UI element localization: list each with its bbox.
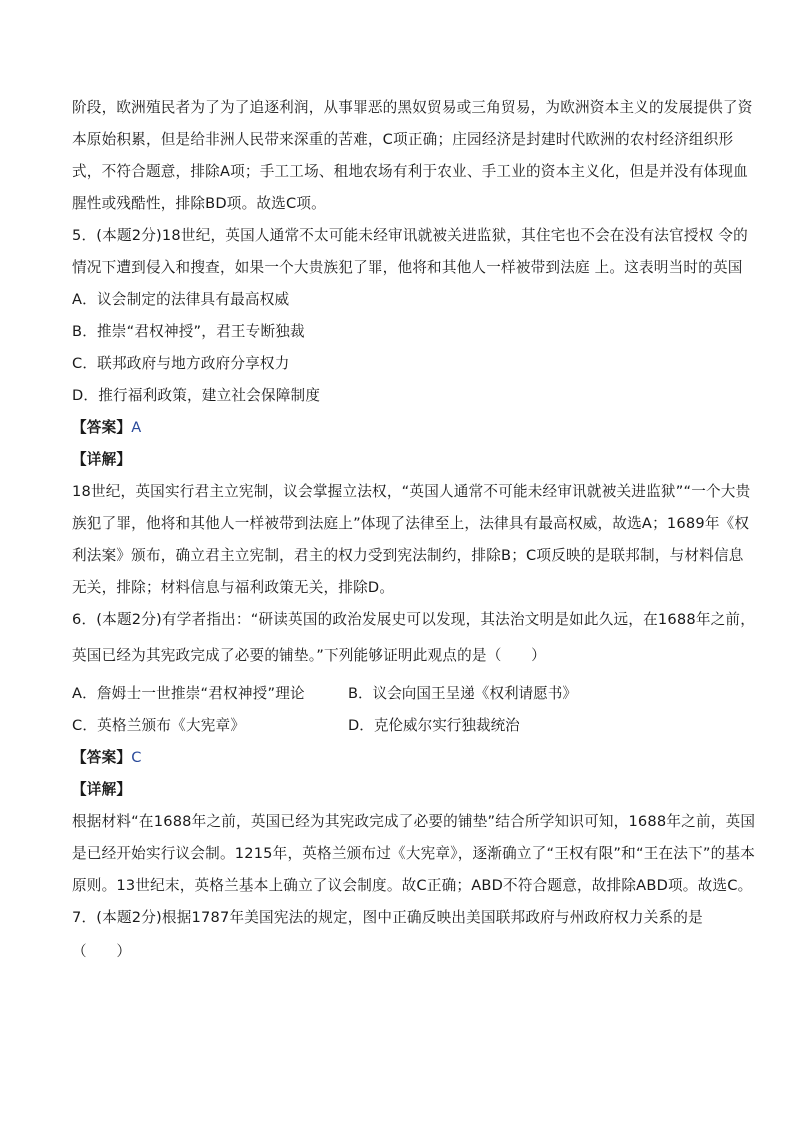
- q6-detail-line-3: 原则。13世纪末，英格兰基本上确立了议会制度。故C正确；ABD不符合题意，故排除ABD项。故选C。: [72, 877, 753, 894]
- q5-detail-line-3: 利法案》颁布，确立君主立宪制，君主的权力受到宪法制约，排除B；C项反映的是联邦制，与材料信息: [72, 547, 744, 564]
- q6-answer: [72, 748, 142, 768]
- q6-detail-line-2: 是已经开始实行议会制。1215年，英格兰颁布过《大宪章》，逐渐确立了“王权有限”和“王在法下”的基本: [72, 845, 756, 862]
- q6-detail-line-1: 根据材料“在1688年之前，英国已经为其宪政完成了必要的铺垫”结合所学知识可知，1688年之前，英国: [72, 813, 756, 830]
- q6-answer-value: C: [131, 749, 142, 766]
- q6-detail-label: 【详解】: [72, 781, 132, 798]
- q5-option-c: C．联邦政府与地方政府分享权力: [72, 355, 290, 372]
- q6-option-c: C．英格兰颁布《大宪章》: [72, 717, 246, 734]
- q5-stem-line-2: 情况下遭到侵入和搜查，如果一个大贵族犯了罪，他将和其他人一样被带到法庭 上。这表明当时的英国: [72, 259, 743, 276]
- q5-detail-line-1: 18世纪，英国实行君主立宪制，议会掌握立法权，“英国人通常不可能未经审讯就被关进监狱”“一个大贵: [72, 483, 751, 500]
- q5-detail-line-4: 无关，排除；材料信息与福利政策无关，排除D。: [72, 579, 395, 596]
- q6-stem-line-1: 6．(本题2分)有学者指出：“研读英国的政治发展史可以发现，其法治文明是如此久远，在1688年之前，: [72, 611, 756, 628]
- q6-answer-label: 【答案】: [72, 749, 132, 766]
- q7-stem-line-1: 7．(本题2分)根据1787年美国宪法的规定，图中正确反映出美国联邦政府与州政府权力关系的是: [72, 909, 703, 926]
- q5-answer-value: A: [131, 419, 142, 436]
- q5-detail-line-2: 族犯了罪，他将和其他人一样被带到法庭上”体现了法律至上，法律具有最高权威，故选A；1689年《权: [72, 515, 750, 532]
- q5-stem-line-1: 5．(本题2分)18世纪，英国人通常不太可能未经审讯就被关进监狱，其住宅也不会在没有法官授权 令的: [72, 227, 748, 244]
- q5-option-a: A．议会制定的法律具有最高权威: [72, 291, 290, 308]
- q5-option-d: D．推行福利政策，建立社会保障制度: [72, 387, 321, 404]
- intro-line-1: 阶段，欧洲殖民者为了为了追逐利润，从事罪恶的黑奴贸易或三角贸易，为欧洲资本主义的发展提供了资: [72, 99, 753, 116]
- q5-option-b: B．推崇“君权神授”，君王专断独裁: [72, 323, 305, 340]
- intro-line-3: 式，不符合题意，排除A项；手工工场、租地农场有利于农业、手工业的资本主义化，但是并没有体现血: [72, 163, 748, 180]
- q5-answer: [72, 418, 141, 438]
- q6-option-a: A．詹姆士一世推崇“君权神授”理论: [72, 685, 305, 702]
- intro-line-4: 腥性或残酷性，排除BD项。故选C项。: [72, 195, 326, 212]
- q6-stem-line-2: 英国已经为其宪政完成了必要的铺垫。”下列能够证明此观点的是（ ）: [72, 647, 546, 664]
- q6-option-b: B．议会向国王呈递《权利请愿书》: [348, 685, 577, 702]
- q6-option-d: D．克伦威尔实行独裁统治: [348, 717, 520, 734]
- q7-stem-line-2: （ ）: [72, 943, 132, 960]
- q5-answer-label: 【答案】: [72, 419, 132, 436]
- intro-line-2: 本原始积累，但是给非洲人民带来深重的苦难，C项正确；庄园经济是封建时代欧洲的农村经济组织形: [72, 131, 734, 148]
- q5-detail-label: 【详解】: [72, 451, 132, 468]
